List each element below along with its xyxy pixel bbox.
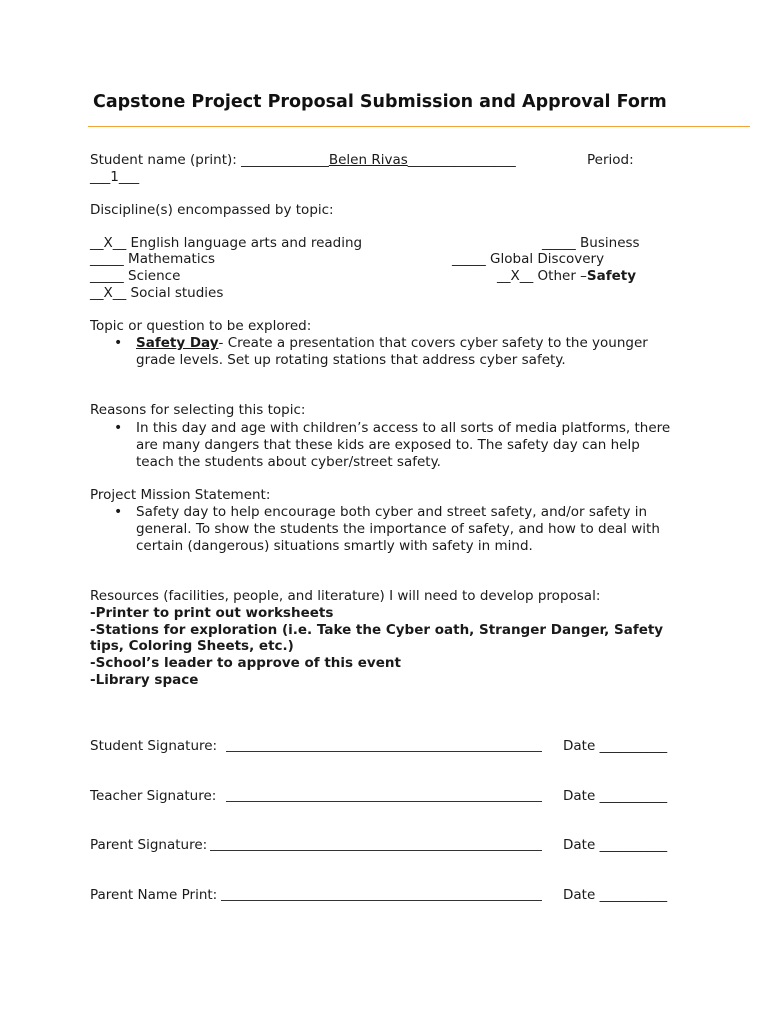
date-blank: __________ — [599, 738, 668, 754]
mission-item: • Safety day to help encourage both cyber and street safety, and/or safety in general. To show the students the importance of safety, and how to deal with certain (dangerous) situations smartly with safety in mind. — [112, 504, 676, 555]
date-label: Date — [563, 887, 600, 903]
title-divider — [88, 126, 750, 127]
topic-bold-term: Safety Day — [136, 335, 219, 351]
disciplines-heading: Discipline(s) encompassed by topic: — [90, 202, 334, 218]
date-blank: __________ — [599, 788, 668, 804]
discipline-science[interactable]: _____ Science — [90, 268, 181, 284]
discipline-other[interactable] — [497, 268, 636, 285]
mission-list — [112, 504, 676, 555]
parent-signature-label: Parent Signature: — [90, 837, 208, 853]
student-date[interactable] — [563, 738, 667, 755]
teacher-signature-line[interactable] — [226, 801, 542, 802]
resource-item: tips, Coloring Sheets, etc.) — [90, 638, 294, 654]
resources-heading: Resources (facilities, people, and literature) I will need to develop proposal: — [90, 588, 601, 604]
resource-item: -Printer to print out worksheets — [90, 605, 334, 621]
student-name-value[interactable]: Belen Rivas — [328, 152, 408, 168]
parent-signature-line[interactable] — [210, 850, 542, 851]
topic-list — [112, 335, 676, 369]
parent-name-date[interactable] — [563, 887, 667, 904]
parent-date[interactable] — [563, 837, 667, 854]
page-title: Capstone Project Proposal Submission and Approval Form — [93, 92, 667, 112]
date-label: Date — [563, 788, 600, 804]
discipline-business[interactable]: _____ Business — [542, 235, 640, 251]
date-label: Date — [563, 738, 600, 754]
date-blank: __________ — [599, 837, 668, 853]
period-value[interactable]: ___1___ — [90, 169, 140, 185]
discipline-other-value: Safety — [586, 268, 637, 284]
teacher-date[interactable] — [563, 788, 667, 805]
student-name-row — [90, 152, 516, 169]
parent-name-print-line[interactable] — [221, 900, 542, 901]
student-name-post-blank: ________________ — [407, 152, 516, 168]
date-blank: __________ — [599, 887, 668, 903]
discipline-other-prefix: __X__ Other – — [497, 268, 587, 284]
resource-item: -School’s leader to approve of this event — [90, 655, 401, 671]
teacher-signature-label: Teacher Signature: — [90, 788, 217, 804]
student-signature-label: Student Signature: — [90, 738, 218, 754]
discipline-math[interactable]: _____ Mathematics — [90, 251, 216, 267]
discipline-ela[interactable]: __X__ English language arts and reading — [90, 235, 363, 251]
reasons-list — [112, 420, 676, 471]
student-name-pre-blank: _____________ — [241, 152, 329, 168]
topic-heading: Topic or question to be explored: — [90, 318, 312, 334]
reasons-item: • In this day and age with children’s access to all sorts of media platforms, there are many dangers that these kids are exposed to. The safety day can help teach the students about cyber/street safety. — [112, 420, 676, 471]
period-label: Period: — [587, 152, 634, 168]
student-signature-line[interactable] — [226, 751, 542, 752]
date-label: Date — [563, 837, 600, 853]
discipline-global[interactable]: _____ Global Discovery — [452, 251, 605, 267]
parent-name-print-label: Parent Name Print: — [90, 887, 218, 903]
topic-text: - Create a presentation that covers cyber safety to the younger grade levels. Set up rotating stations that address cyber safety. — [136, 335, 648, 368]
resource-item: -Library space — [90, 672, 199, 688]
topic-item — [112, 335, 676, 369]
student-name-label: Student name (print): — [90, 152, 242, 168]
resource-item: -Stations for exploration (i.e. Take the Cyber oath, Stranger Danger, Safety — [90, 622, 664, 638]
mission-heading: Project Mission Statement: — [90, 487, 271, 503]
reasons-heading: Reasons for selecting this topic: — [90, 402, 306, 418]
discipline-social[interactable]: __X__ Social studies — [90, 285, 224, 301]
